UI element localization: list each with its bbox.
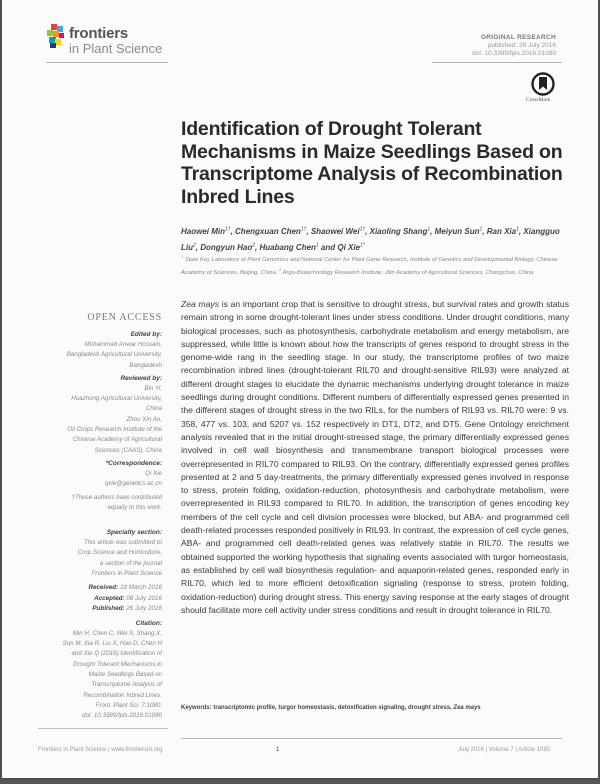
citation-line: Front. Plant Sci. 7:1080. <box>95 701 162 709</box>
abstract-species: Zea mays <box>181 299 220 309</box>
citation-line: Maize Seedlings Based on <box>88 671 162 679</box>
citation-line: Sun M, Xia R, Liu X, Hao D, Chen H <box>62 640 162 648</box>
author-name[interactable]: Huabang Chen <box>259 243 316 253</box>
crossmark-label[interactable]: CrossMark <box>526 97 551 103</box>
article-sidebar <box>38 312 162 722</box>
page-number: 1 <box>276 747 280 753</box>
published-date: published: 26 July 2016 <box>487 42 556 50</box>
header-divider <box>46 62 168 63</box>
article-meta <box>472 34 556 58</box>
citation-line: Min H, Chen C, Wei S, Shang X, <box>72 629 162 637</box>
correspondence-email[interactable]: qxie@genetics.ac.cn <box>104 480 162 488</box>
author-name[interactable]: Ran Xia <box>486 226 517 236</box>
edited-by-label: Edited by: <box>130 331 162 338</box>
reviewer-line: Zhou Xin An, <box>126 415 162 423</box>
specialty-section-label: Specialty section: <box>106 529 162 537</box>
editor-line: Bangladesh <box>129 361 162 369</box>
keywords-list: transcriptomic profile, turgor homeostasis, detoxification signaling, drought stress, <box>213 705 452 711</box>
received-date: Received: 18 March 2016 <box>88 584 162 592</box>
sidebar-divider <box>38 728 168 729</box>
author-affiliation-mark: 2 <box>193 242 196 249</box>
affiliation-2: Argo-Biotechnology Research Institute, Jilin Academy of Agricultural Sciences, Changchun, China <box>282 269 534 276</box>
abstract-text: is an important crop that is sensitive to drought stress, but survival rates and growth status remain strong in some drought-tolerant lines under stress conditions. Under drought conditions, many biological processes, such as photosynthesis, carbohydrate metabolism and energy metabolism, are suppressed, while little is known about how the transcripts of genes respond to drought stress in the genome-wide rang in the seedling stage. In our study, the transcriptome profiles of two maize recombination inbred lines (drought-tolerant RIL70 and drought-sensitive RIL93) were analyzed at different drought stages to elucidate the dynamic mechanisms underlying drought tolerance in maize seedlings during drought conditions. Different numbers of differentially expressed genes presented in the different stages of drought stress in the two RILs, for the numbers of RIL93 vs. RIL70 were: 9 vs. 358, 477 vs. 103, and 5207 vs. 152 respectively in DT1, DT2, and DT5. Gene Ontology enrichment analysis revealed that in the initial drought-stressed stage, the primary differentially expressed genes involved in cell wall biosynthesis and transmembrane transport biological processes were overrepresented in RIL70 compared to RIL93. On the contrary, differentially expressed genes profiles presented at 2 and 5 day-treatments, the primary differentially expressed genes involved in response to stress, protein folding, oxidation-reduction, photosynthesis and carbohydrate metabolism, were overrepresented in RIL93 compared to RIL70. In addition, the transcription of genes encoding key members of the cell cycle and cell division processes were blocked, but ABA- and programmed cell death-related processes responded positively in RIL93. In contrast, the expression of cell cycle genes, ABA- and programmed cell death-related genes was relatively stable in RIL70. The results we obtained supported the working hypothesis that signaling events associated with turgor homeostasis, as established by cell wall biosynthesis regulation- and aquaporin-related genes, responded early in RIL70, which led to more efficient detoxification signaling (response to stress, protein folding, oxidation-reduction) during drought stress. This energy saving response at the early stages of drought should facilitate more cell activity under stress conditions and result in drought tolerance in RIL70. <box>181 299 569 615</box>
author-affiliation-mark: 1† <box>300 226 307 232</box>
reviewer-line: Sciences (CAAS), China <box>94 446 162 454</box>
open-access-label: OPEN ACCESS <box>87 312 162 323</box>
specialty-line: This article was submitted to <box>83 539 162 547</box>
affiliation-1: State Key Laboratory of Plant Genomics and National Center for Plant Gene Research, Institute of Genetics and Developmental Biology, Chinese Academy of Sciences, Beijing, China, <box>181 256 558 276</box>
accepted-date: Accepted: 08 July 2016 <box>94 594 162 602</box>
reviewed-by-label: Reviewed by: <box>120 374 162 382</box>
doi[interactable]: doi: 10.3389/fpls.2016.01080 <box>472 50 556 58</box>
author-affiliation-mark: 1 <box>479 226 483 232</box>
affiliation-mark: 1 <box>181 254 184 259</box>
author-affiliation-mark: 1† <box>225 226 231 232</box>
reviewer-line: Chinese Academy of Agricultural <box>72 436 162 444</box>
crossmark-icon[interactable] <box>531 72 555 96</box>
footer-journal-link[interactable]: Frontiers in Plant Science | www.frontiersin.org <box>38 747 163 753</box>
abstract <box>181 298 569 617</box>
citation-line: Drought Tolerant Mechanisms in <box>73 660 162 668</box>
author-affiliation-mark: 1 <box>315 242 319 249</box>
citation-label: Citation: <box>135 619 162 627</box>
keywords <box>181 705 571 711</box>
keyword-species: Zea mays <box>453 705 481 711</box>
author-name[interactable]: Qi Xie <box>337 243 361 253</box>
correspondence-label: *Correspondence: <box>105 459 162 467</box>
header-divider-right <box>432 62 562 63</box>
equal-contribution-note: †These authors have contributed <box>71 493 162 501</box>
citation-line: Recombination Inbred Lines. <box>83 691 162 699</box>
article-page <box>2 0 598 778</box>
author-name[interactable]: Xiaoling Shang <box>369 226 428 236</box>
affiliations <box>181 252 571 278</box>
author-affiliation-mark: 1 <box>427 226 431 232</box>
author-affiliation-mark: 2 <box>252 242 256 249</box>
editor-line: Bangladesh Agricultural University, <box>66 351 162 359</box>
author-affiliation-mark: 1† <box>359 226 366 232</box>
journal-name: in Plant Science <box>69 41 163 56</box>
reviewer-line: China <box>145 405 162 413</box>
citation-line: Transcriptome Analysis of <box>91 681 162 689</box>
author-name[interactable]: Xiangguo Liu <box>181 226 560 253</box>
author-list: Haowei Min$^{1\dagger}$, Chengxuan Chen$^{1\dagger}$, Shaowei Wei$^{1\dagger}$, Xiaoling Shang$^1$, Meiyun Sun$^1$, Ran Xia$^1$, Xiangguo Liu$^2$, Dongyun Hao$^2$, Huabang Chen$^1$ and Qi Xie$^{1*}$ <box>181 226 560 253</box>
author-name[interactable]: Meiyun Sun <box>434 226 480 236</box>
article-type: ORIGINAL RESEARCH <box>480 34 556 41</box>
author-name[interactable]: Shaowei Wei <box>310 226 360 236</box>
reviewer-line: Huazhong Agricultural University, <box>71 395 162 403</box>
author-affiliation-mark: 1* <box>360 242 365 249</box>
author-name[interactable]: Dongyun Hao <box>200 243 253 253</box>
citation-doi[interactable]: doi: 10.3389/fpls.2016.01080 <box>82 712 162 720</box>
author-name[interactable]: Chengxuan Chen <box>235 226 301 236</box>
editor-line: Mohammad Anwar Hossain, <box>84 341 162 348</box>
affiliation-mark: 2 <box>278 266 282 272</box>
author-name[interactable]: Haowei Min <box>181 226 226 236</box>
journal-logo[interactable] <box>69 26 162 55</box>
footer-divider <box>181 738 562 739</box>
footer-issue-info: July 2016 | Volume 7 | Article 1080 <box>458 747 550 753</box>
keywords-label: Keywords: <box>181 705 212 711</box>
reviewer-line: Bin Yi, <box>144 384 162 392</box>
citation-line: and Xie Q (2016) Identification of <box>71 650 162 658</box>
brand-name: frontiers <box>69 25 129 42</box>
article-title: Identification of Drought Tolerant Mechanisms in Maize Seedlings Based on Transcriptome Analysis of Recombination Inbred Lines <box>181 118 563 208</box>
reviewer-line: Oil Crops Research Institute of the <box>67 426 162 434</box>
specialty-line: Frontiers in Plant Science <box>91 570 162 578</box>
author-affiliation-mark: 1 <box>516 226 519 232</box>
frontiers-logo-icon <box>46 24 68 48</box>
correspondence-name: Qi Xie <box>145 469 162 477</box>
equal-contribution-note: equally to this work. <box>107 503 162 511</box>
published-date-sidebar: Published: 26 July 2016 <box>92 605 162 613</box>
specialty-line: Crop Science and Horticulture, <box>77 549 162 557</box>
specialty-line: a section of the journal <box>99 559 162 567</box>
